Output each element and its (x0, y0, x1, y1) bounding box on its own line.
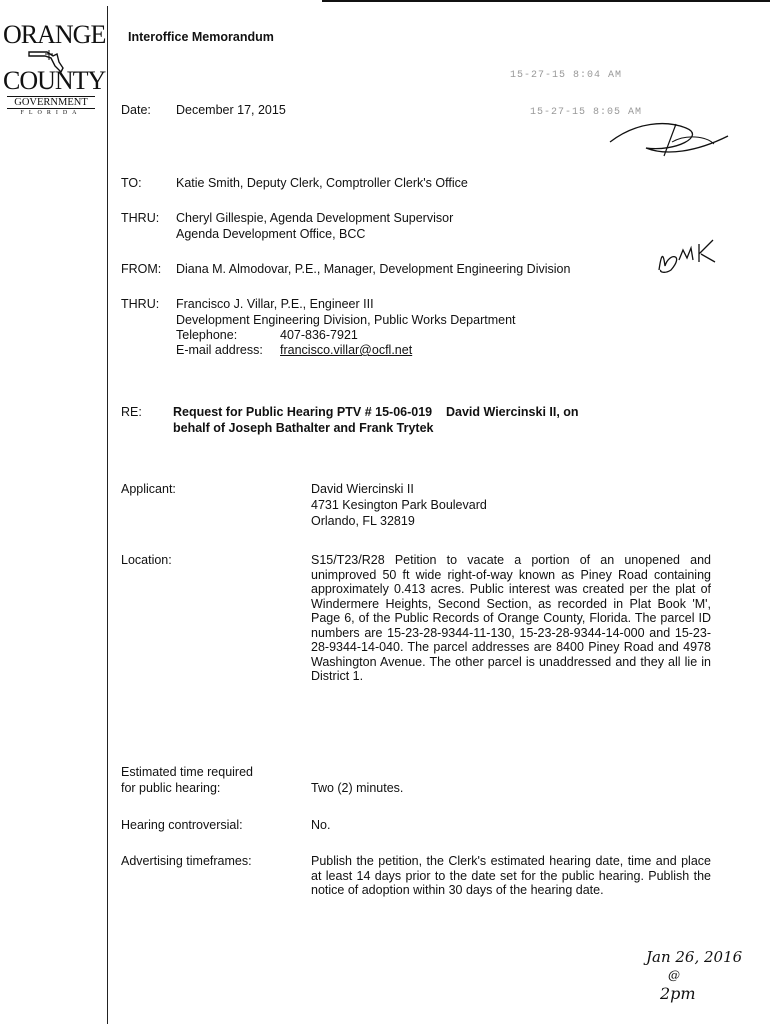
email-label: E-mail address: (176, 343, 263, 357)
applicant-label: Applicant: (121, 482, 176, 496)
email-link[interactable]: francisco.villar@ocfl.net (280, 343, 413, 357)
estimated-label-1: Estimated time required (121, 765, 254, 779)
date-label: Date: (121, 103, 151, 117)
from-label: FROM: (121, 262, 162, 276)
handwritten-time: 2pm (660, 984, 696, 1003)
handwritten-date: Jan 26, 2016 (646, 948, 743, 966)
location-text: S15/T23/R28 Petition to vacate a portion of an unopened and unimproved 50 ft wide right-of-way known as Piney Road containing approximately 0.413 acres. Public interest was created per the plat of Windermere Heights, Second Section, as recorded in Plat Book 'M', Page 6, of the Public Records of Orange County, Florida. The parcel ID numbers are 15-23-28-9344-11-130, 15-23-28-9344-14-000 and 15-23-28-9344-14-040. The parcel addresses are 8400 Piney Road and 4978 Washington Avenue. The other parcel is unaddressed and they all lie in District 1. (311, 553, 711, 683)
logo-word-government: GOVERNMENT (7, 96, 95, 109)
receipt-stamp-2: 15-27-15 8:05 AM (530, 107, 643, 118)
thru-label-1: THRU: (121, 211, 160, 225)
logo-word-florida: FLORIDA (20, 110, 82, 116)
handwritten-at: @ (668, 968, 680, 982)
location-label: Location: (121, 553, 172, 567)
controversial-value: No. (311, 818, 331, 832)
thru1-line1: Cheryl Gillespie, Agenda Development Supervisor (176, 211, 454, 225)
applicant-street: 4731 Kesington Park Boulevard (311, 498, 487, 512)
logo-word-county: COUNTY (3, 66, 106, 95)
telephone-label: Telephone: (176, 328, 238, 342)
estimated-value: Two (2) minutes. (311, 781, 404, 795)
receipt-stamp-1: 15-27-15 8:04 AM (510, 70, 623, 81)
re-line2: behalf of Joseph Bathalter and Frank Trytek (173, 421, 434, 435)
date-value: December 17, 2015 (176, 103, 286, 117)
handwritten-initials (655, 236, 731, 278)
re-label: RE: (121, 405, 142, 419)
thru2-line1: Francisco J. Villar, P.E., Engineer III (176, 297, 374, 311)
telephone-value: 407-836-7921 (280, 328, 358, 342)
thru-label-2: THRU: (121, 297, 160, 311)
re-line1: Request for Public Hearing PTV # 15-06-019 David Wiercinski II, on (173, 405, 579, 419)
advertising-label: Advertising timeframes: (121, 854, 252, 868)
applicant-city: Orlando, FL 32819 (311, 514, 415, 528)
advertising-text: Publish the petition, the Clerk's estimated hearing date, time and place at least 14 days prior to the date set for the public hearing. Publish the notice of adoption within 30 days of the hearing date. (311, 854, 711, 897)
estimated-label-2: for public hearing: (121, 781, 221, 795)
florida-map-icon (27, 48, 73, 74)
applicant-name: David Wiercinski II (311, 482, 414, 496)
margin-rule (107, 6, 108, 1024)
from-value: Diana M. Almodovar, P.E., Manager, Development Engineering Division (176, 262, 571, 276)
signature-scribble (606, 112, 736, 160)
controversial-label: Hearing controversial: (121, 818, 243, 832)
logo-word-orange: ORANGE (3, 20, 106, 49)
county-logo (3, 20, 106, 134)
thru1-line2: Agenda Development Office, BCC (176, 227, 366, 241)
to-value: Katie Smith, Deputy Clerk, Comptroller Clerk's Office (176, 176, 468, 190)
to-label: TO: (121, 176, 142, 190)
memo-title: Interoffice Memorandum (128, 30, 274, 44)
thru2-line2: Development Engineering Division, Public Works Department (176, 313, 516, 327)
top-rule (322, 0, 770, 2)
